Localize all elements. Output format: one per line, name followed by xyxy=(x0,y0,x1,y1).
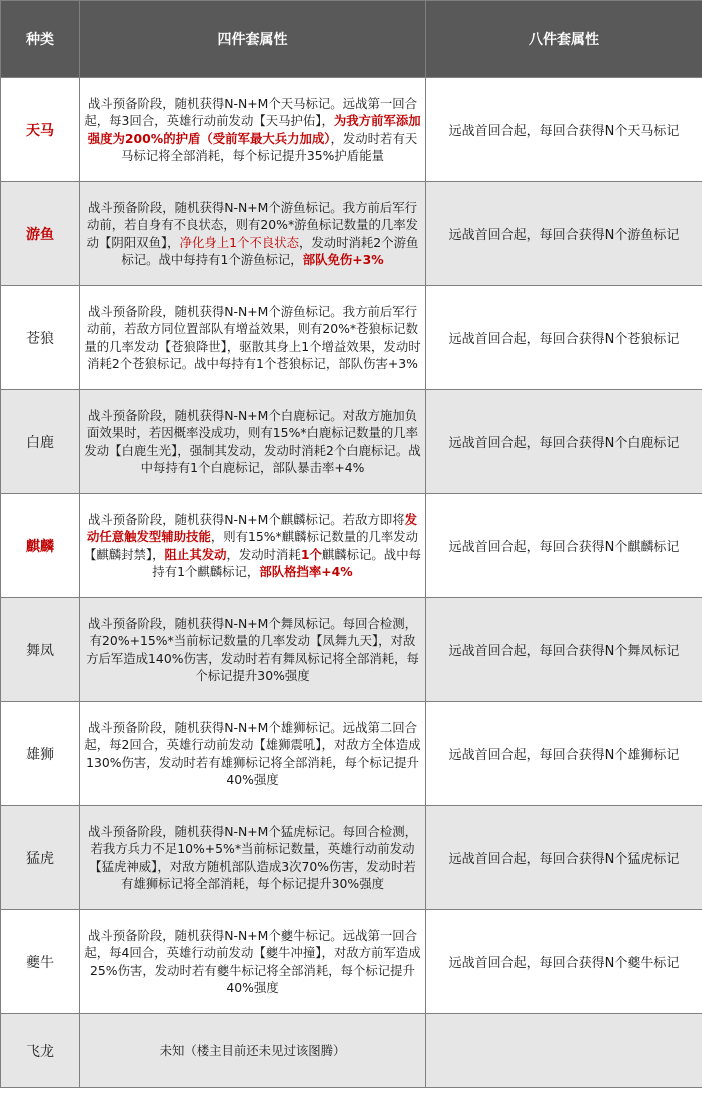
effect-text-segment: ，则有15%*麒麟标记数量的几率发动【麒麟封禁】， xyxy=(84,529,419,562)
eight-piece-effect xyxy=(426,1014,702,1088)
four-piece-effect xyxy=(80,1014,426,1088)
totem-name: 猛虎 xyxy=(1,806,80,910)
eight-piece-effect: 远战首回合起，每回合获得N个天马标记 xyxy=(426,78,702,182)
table-row xyxy=(1,78,702,182)
effect-text-segment: 部队格挡率+4% xyxy=(259,563,353,579)
header-row xyxy=(1,1,702,78)
totem-name: 游鱼 xyxy=(1,182,80,286)
effect-text-segment: 部队免伤+3% xyxy=(302,251,384,267)
effect-text-segment: 战斗预备阶段，随机获得N-N+M个白鹿标记。对敌方施加负面效果时，若因概率没成功，则有15%*白鹿标记数量的几率发动【白鹿生光】，强制其发动，发动时消耗2个白鹿标记。战中每持有1个白鹿标记，部队暴击率+4% xyxy=(84,407,421,475)
four-piece-effect xyxy=(80,598,426,702)
four-piece-effect xyxy=(80,286,426,390)
effect-text-segment: ，发动时消耗2个游鱼标记。战中每持有1个游鱼标记， xyxy=(121,234,419,267)
effect-text-segment: 未知（楼主目前还未见过该图腾） xyxy=(159,1042,346,1058)
effect-text-segment: 战斗预备阶段，随机获得N-N+M个天马标记。远战第一回合起，每3回合，英雄行动前发动【天马护佑】， xyxy=(84,95,418,129)
table-row xyxy=(1,1014,702,1088)
effect-text-segment: 战斗预备阶段，随机获得N-N+M个夔牛标记。远战第一回合起，每4回合，英雄行动前发动【夔牛冲撞】，对敌方前军造成25%伤害，发动时若有夔牛标记将全部消耗，每个标记提升40%强度 xyxy=(84,927,421,995)
effect-text-segment: 战斗预备阶段，随机获得N-N+M个舞凤标记。每回合检测，有20%+15%*当前标记数量的几率发动【凤舞九天】，对敌方后军造成140%伤害，发动时若有舞凤标记将全部消耗，每个标记提升30%强度 xyxy=(86,615,419,683)
table-row xyxy=(1,806,702,910)
totem-name: 麒麟 xyxy=(1,494,80,598)
four-piece-effect xyxy=(80,494,426,598)
four-piece-effect xyxy=(80,910,426,1014)
totem-name: 飞龙 xyxy=(1,1014,80,1088)
four-piece-effect xyxy=(80,390,426,494)
eight-piece-effect: 远战首回合起，每回合获得N个雄狮标记 xyxy=(426,702,702,806)
table-row xyxy=(1,286,702,390)
effect-text-segment: 战斗预备阶段，随机获得N-N+M个猛虎标记。每回合检测，若我方兵力不足10%+5%*当前标记数量，英雄行动前发动【猛虎神威】，对敌方随机部队造成3次70%伤害，发动时若有雄狮标记将全部消耗，每个标记提升30%强度 xyxy=(87,823,418,891)
effect-text-segment: 战斗预备阶段，随机获得N-N+M个游鱼标记。我方前后军行动前，若敌方同位置部队有增益效果，则有20%*苍狼标记数量的几率发动【苍狼降世】，驱散其身上1个增益效果，发动时消耗2个苍狼标记。战中每持有1个苍狼标记，部队伤害+3% xyxy=(84,303,421,371)
table-row xyxy=(1,494,702,598)
effect-text-segment: 为我方前军添加强度为200%的护盾（受前军最大兵力加成） xyxy=(87,113,421,146)
effect-text-segment: 战斗预备阶段，随机获得N-N+M个游鱼标记。我方前后军行动前，若自身有不良状态，则有20%*游鱼标记数量的几率发动【阴阳双鱼】， xyxy=(86,199,419,250)
four-piece-effect xyxy=(80,702,426,806)
totem-name: 夔牛 xyxy=(1,910,80,1014)
totem-name: 白鹿 xyxy=(1,390,80,494)
totem-name: 天马 xyxy=(1,78,80,182)
table-row xyxy=(1,390,702,494)
effect-text-segment: 麒麟标记。战中每持有1个麒麟标记， xyxy=(152,546,421,579)
header-eight-piece: 八件套属性 xyxy=(426,1,702,78)
eight-piece-effect: 远战首回合起，每回合获得N个游鱼标记 xyxy=(426,182,702,286)
effect-text-segment: 1个 xyxy=(300,546,322,562)
effect-text-segment: ，发动时若有天马标记将全部消耗，每个标记提升35%护盾能量 xyxy=(121,130,418,163)
eight-piece-effect: 远战首回合起，每回合获得N个舞凤标记 xyxy=(426,598,702,702)
header-type: 种类 xyxy=(1,1,80,78)
totem-name: 苍狼 xyxy=(1,286,80,390)
table-row xyxy=(1,598,702,702)
effect-text-segment: ，发动时消耗 xyxy=(226,546,301,562)
eight-piece-effect: 远战首回合起，每回合获得N个白鹿标记 xyxy=(426,390,702,494)
eight-piece-effect: 远战首回合起，每回合获得N个苍狼标记 xyxy=(426,286,702,390)
four-piece-effect xyxy=(80,806,426,910)
totem-name: 舞凤 xyxy=(1,598,80,702)
eight-piece-effect: 远战首回合起，每回合获得N个猛虎标记 xyxy=(426,806,702,910)
four-piece-effect xyxy=(80,182,426,286)
effect-text-segment: 阻止其发动 xyxy=(164,546,227,562)
four-piece-effect xyxy=(80,78,426,182)
table-row xyxy=(1,910,702,1014)
eight-piece-effect: 远战首回合起，每回合获得N个夔牛标记 xyxy=(426,910,702,1014)
table-row xyxy=(1,182,702,286)
eight-piece-effect: 远战首回合起，每回合获得N个麒麟标记 xyxy=(426,494,702,598)
header-four-piece: 四件套属性 xyxy=(80,1,426,78)
effect-text-segment: 战斗预备阶段，随机获得N-N+M个雄狮标记。远战第二回合起，每2回合，英雄行动前发动【雄狮震吼】，对敌方全体造成130%伤害，发动时若有雄狮标记将全部消耗，每个标记提升40%强度 xyxy=(84,719,421,787)
effect-text-segment: 发动任意触发型辅助技能 xyxy=(86,511,418,545)
table-row xyxy=(1,702,702,806)
effect-text-segment: 净化身上1个不良状态 xyxy=(179,234,299,250)
totem-name: 雄狮 xyxy=(1,702,80,806)
effect-text-segment: 战斗预备阶段，随机获得N-N+M个麒麟标记。若敌方即将 xyxy=(87,511,405,527)
